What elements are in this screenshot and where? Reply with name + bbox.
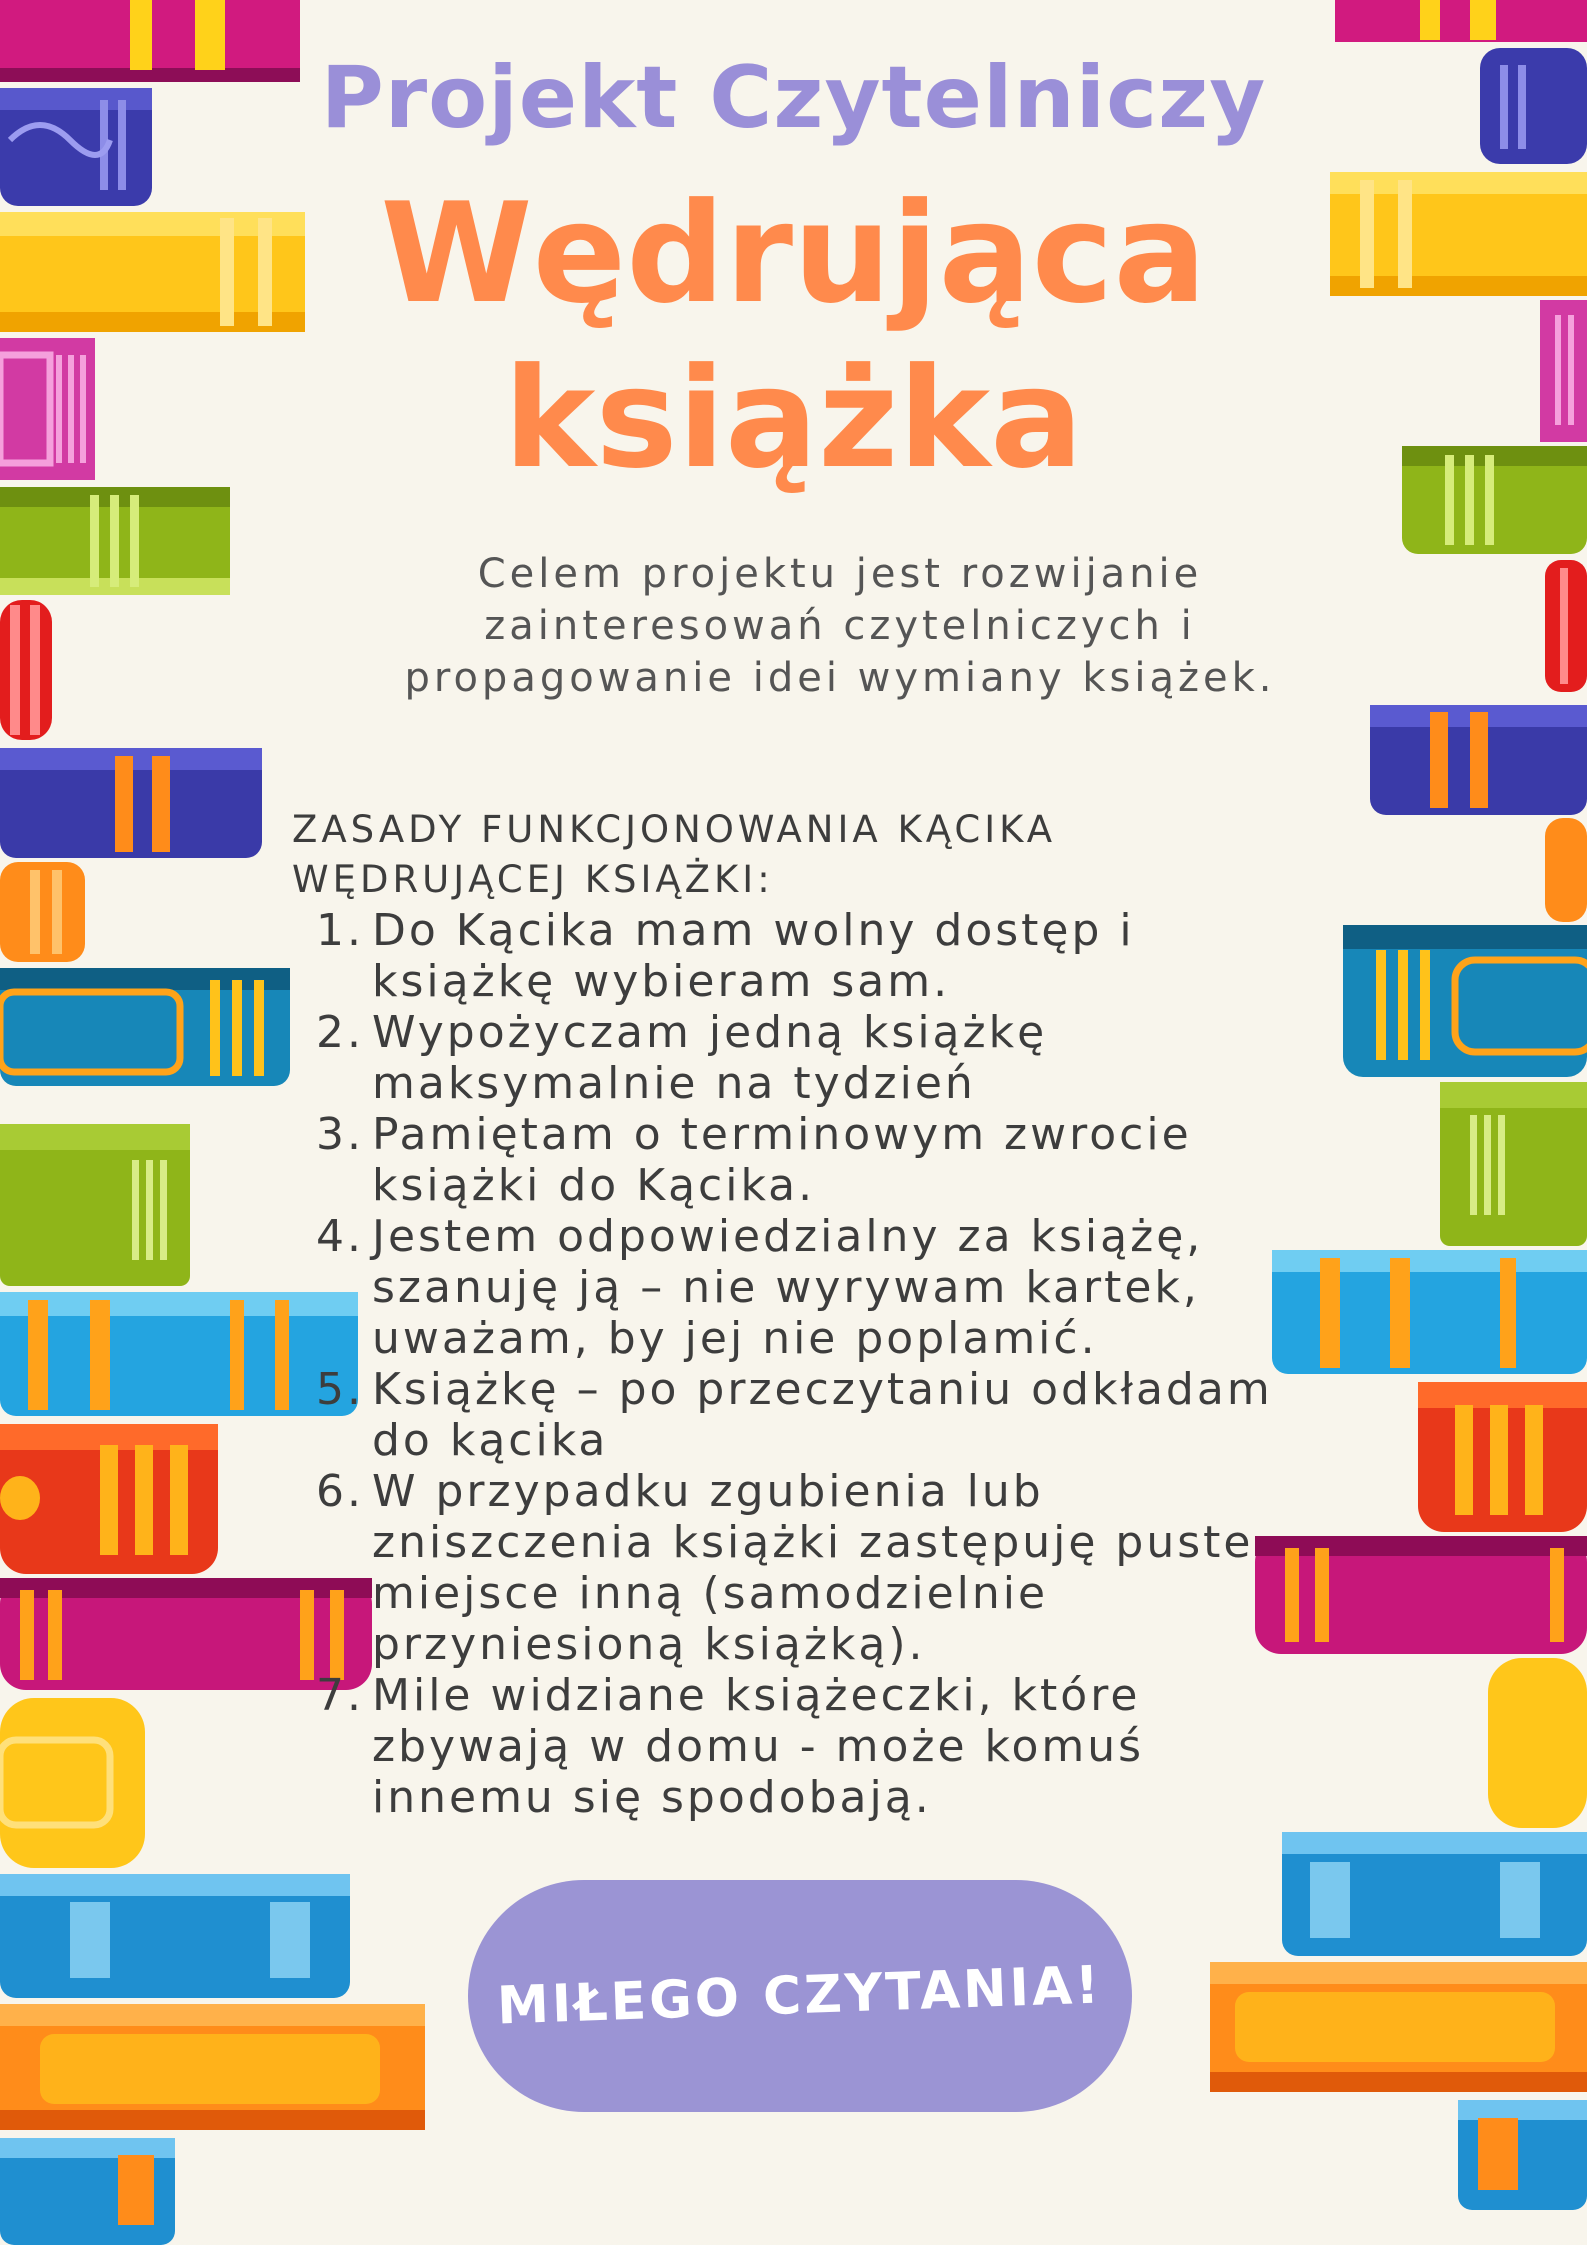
book-spine-teal-1	[0, 968, 290, 1086]
intro-line: zainteresowań czytelniczych i	[484, 603, 1196, 649]
rule-text-line: Pamiętam o terminowym zwrocie	[372, 1109, 1192, 1160]
intro-line: propagowanie idei wymiany książek.	[404, 655, 1276, 701]
rule-text-line: innemu się spodobają.	[372, 1772, 932, 1823]
rule-text-line: maksymalnie na tydzień	[372, 1058, 976, 1109]
rule-number: 6.	[316, 1466, 364, 1517]
book-spine-orange-1	[0, 862, 85, 962]
rules-list	[292, 905, 1372, 1823]
rules-heading-line: WĘDRUJĄCEJ KSIĄŻKI:	[292, 858, 774, 901]
book-spine-red-2	[0, 1424, 218, 1574]
main-title-line-1: Wędrująca	[380, 173, 1207, 334]
book-spine-yellow-2	[0, 1698, 145, 1868]
book-spine-yellow-4	[1488, 1658, 1587, 1828]
rule-number: 2.	[316, 1007, 364, 1058]
rule-text-line: W przypadku zgubienia lub	[372, 1466, 1044, 1517]
book-spine-blue-4	[1458, 2100, 1587, 2210]
book-spine-orange-4	[1210, 1962, 1587, 2092]
rule-item	[292, 1466, 1372, 1670]
book-spine-green-1	[0, 487, 230, 595]
book-spine-green-2	[0, 1124, 190, 1286]
book-spine-red-4	[1418, 1382, 1587, 1532]
book-spine-magenta-top-right	[1335, 0, 1587, 42]
book-spine-orange-2	[0, 2004, 425, 2130]
rule-text-line: Jestem odpowiedzialny za książę,	[372, 1211, 1204, 1262]
rule-item	[292, 905, 1372, 1007]
rule-number: 3.	[316, 1109, 364, 1160]
rule-item	[292, 1364, 1372, 1466]
rule-item	[292, 1670, 1372, 1823]
book-spine-blue-1	[0, 1874, 350, 1998]
rules-section	[292, 805, 1372, 1823]
rule-item	[292, 1109, 1372, 1211]
rule-text-line: przyniesioną książką).	[372, 1619, 926, 1670]
rule-text-line: książkę wybieram sam.	[372, 956, 951, 1007]
rule-text-line: zniszczenia książki zastępuję puste	[372, 1517, 1254, 1568]
rule-item	[292, 1211, 1372, 1364]
rule-number: 4.	[316, 1211, 364, 1262]
rule-text-line: uważam, by jej nie poplamić.	[372, 1313, 1098, 1364]
main-title-line-2: książka	[503, 338, 1084, 499]
book-spine-red-3	[1545, 560, 1587, 692]
rule-item	[292, 1007, 1372, 1109]
rule-text-line: Mile widziane książeczki, które	[372, 1670, 1141, 1721]
intro-paragraph	[300, 548, 1380, 704]
rule-text-line: książki do Kącika.	[372, 1160, 816, 1211]
book-spine-indigo-4	[1370, 705, 1587, 815]
rule-text-line: Książkę – po przeczytaniu odkładam	[372, 1364, 1273, 1415]
rule-number: 1.	[316, 905, 364, 956]
rule-text-line: Wypożyczam jedną książkę	[372, 1007, 1048, 1058]
rule-text-line: Do Kącika mam wolny dostęp i	[372, 905, 1135, 956]
book-spine-blue-2	[0, 2138, 175, 2245]
intro-line: Celem projektu jest rozwijanie	[477, 551, 1203, 597]
book-spine-indigo-2	[0, 748, 262, 858]
book-spine-red-1	[0, 600, 52, 740]
rules-heading	[292, 805, 1372, 905]
book-spine-teal-2	[1343, 925, 1587, 1077]
rule-text-line: zbywają w domu - może komuś	[372, 1721, 1145, 1772]
rule-number: 7.	[316, 1670, 364, 1721]
project-kicker-title: Projekt Czytelniczy	[320, 48, 1267, 148]
rule-text-line: miejsce inną (samodzielnie	[372, 1568, 1049, 1619]
book-spine-green-4	[1440, 1082, 1587, 1246]
rule-number: 5.	[316, 1364, 364, 1415]
rules-heading-line: ZASADY FUNKCJONOWANIA KĄCIKA	[292, 808, 1057, 851]
rule-text-line: do kącika	[372, 1415, 609, 1466]
book-spine-blue-3	[1282, 1832, 1587, 1956]
book-spine-orange-3	[1545, 818, 1587, 922]
rule-text-line: szanuję ją – nie wyrywam kartek,	[372, 1262, 1200, 1313]
happy-reading-badge	[468, 1880, 1132, 2112]
happy-reading-label: MIŁEGO CZYTANIA!	[496, 1955, 1104, 2037]
